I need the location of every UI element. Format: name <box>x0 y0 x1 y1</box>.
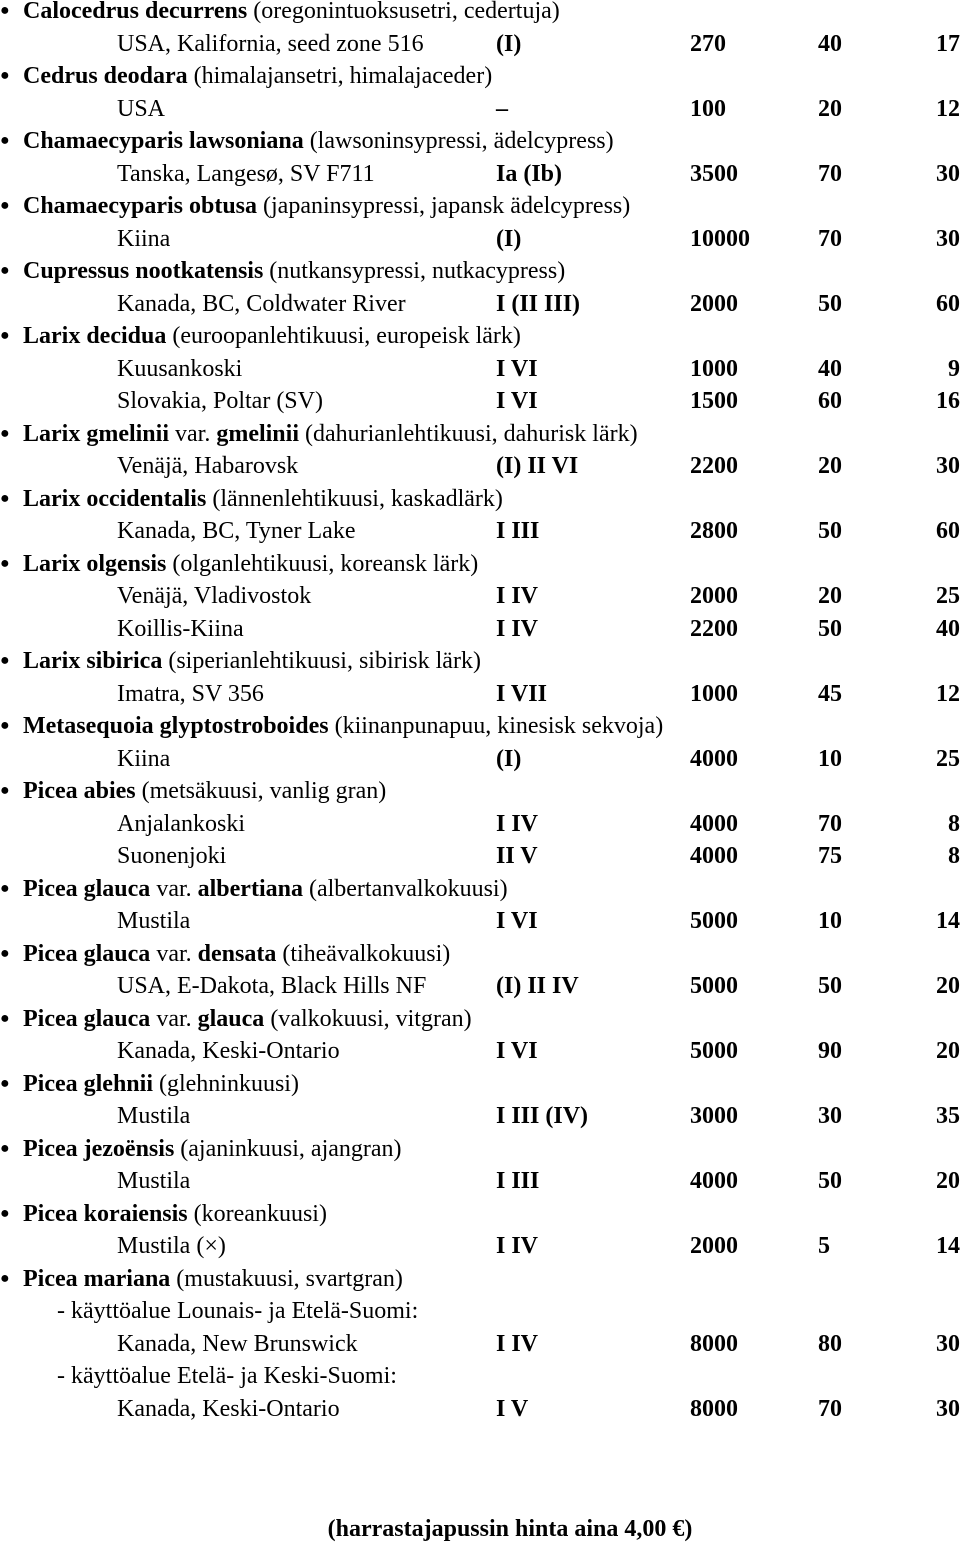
species-common-name: (koreankuusi) <box>187 1200 327 1227</box>
growing-zone: (I) <box>496 30 522 57</box>
value-col-2: 50 <box>818 290 842 317</box>
value-col-3: 12 <box>936 95 960 122</box>
bullet-icon: ● <box>0 2 10 19</box>
value-col-2: 20 <box>818 583 842 609</box>
species-header <box>0 320 960 352</box>
provenance-row <box>0 1035 960 1067</box>
provenance-location: Anjalankoski <box>117 810 245 837</box>
bullet-icon: ● <box>0 1204 10 1222</box>
species-latin-name: Picea glauca <box>23 875 151 902</box>
value-col-1: 3000 <box>690 1103 738 1129</box>
species-latin-name: Larix olgensis <box>23 550 167 577</box>
species-header <box>0 1198 960 1230</box>
value-col-2: 40 <box>818 30 842 57</box>
value-col-3: 30 <box>936 453 960 479</box>
value-col-2: 75 <box>818 843 842 869</box>
provenance-location: Venäjä, Vladivostok <box>117 583 312 609</box>
growing-zone: Ia (Ib) <box>496 160 563 187</box>
value-col-1: 2200 <box>690 453 738 479</box>
provenance-row <box>0 613 960 645</box>
provenance-location: Kuusankoski <box>117 355 243 382</box>
provenance-row <box>0 353 960 385</box>
species-header <box>0 418 960 450</box>
value-col-3: 60 <box>936 290 960 317</box>
value-col-1: 10000 <box>690 225 750 252</box>
provenance-row <box>0 678 960 710</box>
species-common-name: (lawsoninsypressi, ädelcypress) <box>303 128 614 154</box>
value-col-1: 4000 <box>690 810 738 837</box>
species-common-name: (nutkansypressi, nutkacypress) <box>263 258 566 284</box>
value-col-3: 16 <box>936 388 960 414</box>
value-col-2: 45 <box>818 680 842 707</box>
growing-zone: I IV <box>496 1330 539 1357</box>
species-header <box>0 255 960 287</box>
species-latin-name: Picea abies <box>23 778 136 804</box>
provenance-row <box>0 808 960 840</box>
bullet-icon: ● <box>0 554 10 572</box>
value-col-1: 5000 <box>690 973 738 999</box>
provenance-location: Imatra, SV 356 <box>117 680 264 707</box>
provenance-row <box>0 743 960 775</box>
species-name <box>23 125 614 157</box>
species-latin-name: Cupressus nootkatensis <box>23 258 264 284</box>
species-latin-name: Calocedrus decurrens <box>23 0 248 24</box>
provenance-row <box>0 450 960 482</box>
value-col-2: 70 <box>818 160 842 187</box>
growing-zone: I III <box>496 518 540 544</box>
provenance-location: Mustila <box>117 1103 191 1129</box>
value-col-2: 50 <box>818 615 842 642</box>
bullet-icon: ● <box>0 489 10 507</box>
species-header <box>0 1003 960 1035</box>
species-name <box>23 1263 403 1295</box>
value-col-1: 3500 <box>690 160 738 187</box>
value-col-3: 14 <box>936 908 960 934</box>
bullet-icon: ● <box>0 879 10 897</box>
species-common-name: (valkokuusi, vitgran) <box>264 1005 472 1032</box>
species-name <box>23 60 492 92</box>
species-var-name: glauca <box>197 1005 265 1032</box>
species-name <box>23 1133 402 1165</box>
growing-zone: I VI <box>496 1038 538 1064</box>
provenance-row <box>0 970 960 1002</box>
species-header <box>0 125 960 157</box>
value-col-2: 80 <box>818 1330 842 1357</box>
value-col-3: 20 <box>936 973 960 999</box>
species-common-name: (tiheävalkokuusi) <box>276 940 451 967</box>
growing-zone: I VII <box>496 680 547 707</box>
species-latin-name: Picea mariana <box>23 1265 171 1292</box>
value-col-1: 2000 <box>690 1233 738 1259</box>
value-col-1: 5000 <box>690 1038 738 1064</box>
species-common-name: (albertanvalkokuusi) <box>302 875 508 902</box>
value-col-3: 20 <box>936 1168 960 1194</box>
species-name <box>23 873 508 905</box>
growing-zone: I V <box>496 1395 529 1422</box>
bullet-icon: ● <box>0 717 10 734</box>
value-col-2: 50 <box>818 518 842 544</box>
growing-zone: I IV <box>496 1233 539 1259</box>
provenance-location: Kanada, Keski-Ontario <box>117 1395 340 1422</box>
species-common-name: (dahurianlehtikuusi, dahurisk lärk) <box>299 420 638 447</box>
species-name <box>23 775 386 807</box>
value-col-3: 30 <box>936 1395 960 1422</box>
species-common-name: (olganlehtikuusi, koreansk lärk) <box>166 550 479 577</box>
species-name <box>23 1003 472 1035</box>
species-name <box>23 418 638 450</box>
bullet-icon: ● <box>0 132 10 149</box>
value-col-1: 270 <box>690 30 726 57</box>
species-common-name: (kiinanpunapuu, kinesisk sekvoja) <box>328 713 664 739</box>
growing-zone: I VI <box>496 908 538 934</box>
provenance-row <box>0 1230 960 1262</box>
provenance-row <box>0 580 960 612</box>
value-col-3: 8 <box>948 810 960 837</box>
provenance-row <box>0 840 960 872</box>
species-name <box>23 255 565 287</box>
value-col-2: 50 <box>818 1168 842 1194</box>
provenance-row <box>0 223 960 255</box>
provenance-location: Kiina <box>117 745 171 772</box>
species-common-name: (euroopanlehtikuusi, europeisk lärk) <box>166 323 521 349</box>
value-col-1: 8000 <box>690 1330 738 1357</box>
species-name <box>23 645 481 677</box>
provenance-location: Koillis-Kiina <box>117 615 244 642</box>
provenance-location: Kanada, New Brunswick <box>117 1330 358 1357</box>
species-common-name: (himalajansetri, himalajaceder) <box>187 63 493 89</box>
species-var-name: gmelinii <box>216 420 299 447</box>
value-col-3: 8 <box>948 843 960 869</box>
growing-zone: I (II III) <box>496 290 581 317</box>
species-common-name: (ajaninkuusi, ajangran) <box>174 1135 402 1162</box>
value-col-1: 4000 <box>690 1168 738 1194</box>
provenance-row <box>0 1393 960 1425</box>
growing-zone: I VI <box>496 388 538 414</box>
bullet-icon: ● <box>0 262 10 279</box>
species-header <box>0 190 960 222</box>
bullet-icon: ● <box>0 1139 10 1157</box>
species-var-label: var. <box>150 1005 198 1032</box>
value-col-2: 5 <box>818 1233 830 1259</box>
growing-zone: – <box>496 95 508 122</box>
bullet-icon: ● <box>0 1009 10 1027</box>
usage-area-text: - käyttöalue Etelä- ja Keski-Suomi: <box>57 1363 397 1389</box>
value-col-2: 60 <box>818 388 842 414</box>
value-col-1: 1500 <box>690 388 738 414</box>
provenance-row <box>0 158 960 190</box>
value-col-3: 30 <box>936 1330 960 1357</box>
species-latin-name: Picea jezoënsis <box>23 1135 175 1162</box>
species-latin-name: Picea glehnii <box>23 1070 153 1097</box>
provenance-location: Kiina <box>117 225 171 252</box>
provenance-row <box>0 515 960 547</box>
value-col-1: 5000 <box>690 908 738 934</box>
provenance-location: Mustila <box>117 1168 191 1194</box>
species-header <box>0 0 960 27</box>
species-name <box>23 0 560 27</box>
provenance-row <box>0 288 960 320</box>
bullet-icon: ● <box>0 782 10 799</box>
provenance-location: Kanada, Keski-Ontario <box>117 1038 340 1064</box>
usage-area-note <box>0 1360 960 1392</box>
species-name <box>23 1068 299 1100</box>
usage-area-note <box>0 1295 960 1327</box>
value-col-3: 60 <box>936 518 960 544</box>
growing-zone: I IV <box>496 810 539 837</box>
provenance-location: USA, Kalifornia, seed zone 516 <box>117 30 424 57</box>
bullet-icon: ● <box>0 327 10 344</box>
value-col-2: 90 <box>818 1038 842 1064</box>
growing-zone: I III <box>496 1168 540 1194</box>
value-col-1: 100 <box>690 95 726 122</box>
species-latin-name: Larix decidua <box>23 323 167 349</box>
species-header <box>0 1133 960 1165</box>
value-col-3: 25 <box>936 583 960 609</box>
value-col-2: 10 <box>818 908 842 934</box>
species-latin-name: Picea glauca <box>23 1005 151 1032</box>
growing-zone: (I) II IV <box>496 973 579 999</box>
growing-zone: I IV <box>496 615 539 642</box>
provenance-row <box>0 905 960 937</box>
value-col-2: 20 <box>818 453 842 479</box>
value-col-1: 2000 <box>690 583 738 609</box>
value-col-1: 2200 <box>690 615 738 642</box>
bullet-icon: ● <box>0 1074 10 1092</box>
value-col-3: 40 <box>936 615 960 642</box>
value-col-1: 1000 <box>690 355 738 382</box>
value-col-2: 10 <box>818 745 842 772</box>
value-col-3: 17 <box>936 30 960 57</box>
species-name <box>23 483 503 515</box>
species-common-name: (siperianlehtikuusi, sibirisk lärk) <box>162 648 481 674</box>
provenance-location: Venäjä, Habarovsk <box>117 453 299 479</box>
value-col-3: 14 <box>936 1233 960 1259</box>
species-latin-name: Metasequoia glyptostroboides <box>23 713 329 739</box>
provenance-row <box>0 1328 960 1360</box>
bullet-icon: ● <box>0 944 10 962</box>
provenance-location: Suonenjoki <box>117 843 227 869</box>
species-header <box>0 645 960 677</box>
value-col-3: 9 <box>948 355 960 382</box>
value-col-1: 4000 <box>690 843 738 869</box>
growing-zone: (I) <box>496 225 522 252</box>
growing-zone: I III (IV) <box>496 1103 589 1129</box>
provenance-row <box>0 385 960 417</box>
provenance-location: Mustila <box>117 908 191 934</box>
species-latin-name: Chamaecyparis lawsoniana <box>23 128 304 154</box>
value-col-3: 30 <box>936 225 960 252</box>
provenance-location: Slovakia, Poltar (SV) <box>117 388 323 414</box>
value-col-3: 35 <box>936 1103 960 1129</box>
value-col-3: 25 <box>936 745 960 772</box>
value-col-2: 50 <box>818 973 842 999</box>
species-var-name: albertiana <box>197 875 303 902</box>
value-col-2: 20 <box>818 95 842 122</box>
species-header <box>0 1068 960 1100</box>
growing-zone: I IV <box>496 583 539 609</box>
species-latin-name: Larix gmelinii <box>23 420 169 447</box>
species-name <box>23 548 478 580</box>
species-common-name: (glehninkuusi) <box>152 1070 299 1097</box>
species-latin-name: Chamaecyparis obtusa <box>23 193 258 219</box>
growing-zone: II V <box>496 843 538 869</box>
provenance-location: Kanada, BC, Tyner Lake <box>117 518 356 544</box>
growing-zone: I VI <box>496 355 538 382</box>
species-header <box>0 548 960 580</box>
bullet-icon: ● <box>0 67 10 84</box>
growing-zone: (I) II VI <box>496 453 579 479</box>
species-name <box>23 710 663 742</box>
value-col-3: 12 <box>936 680 960 707</box>
species-header <box>0 710 960 742</box>
value-col-1: 2000 <box>690 290 738 317</box>
species-name <box>23 938 450 970</box>
provenance-location: Tanska, Langesø, SV F711 <box>117 160 375 187</box>
species-common-name: (oregonintuoksusetri, cedertuja) <box>247 0 560 24</box>
value-col-1: 2800 <box>690 518 738 544</box>
bullet-icon: ● <box>0 424 10 442</box>
species-common-name: (japaninsypressi, japansk ädelcypress) <box>257 193 631 219</box>
species-latin-name: Cedrus deodara <box>23 63 188 89</box>
species-var-label: var. <box>169 420 217 447</box>
provenance-row <box>0 93 960 125</box>
value-col-2: 40 <box>818 355 842 382</box>
species-latin-name: Picea glauca <box>23 940 151 967</box>
species-var-label: var. <box>150 940 198 967</box>
species-latin-name: Larix sibirica <box>23 648 163 674</box>
species-header <box>0 60 960 92</box>
species-latin-name: Picea koraiensis <box>23 1200 188 1227</box>
value-col-2: 30 <box>818 1103 842 1129</box>
provenance-location: USA, E-Dakota, Black Hills NF <box>117 973 427 999</box>
species-header <box>0 938 960 970</box>
species-name <box>23 190 630 222</box>
value-col-1: 8000 <box>690 1395 738 1422</box>
value-col-3: 30 <box>936 160 960 187</box>
species-header <box>0 873 960 905</box>
bullet-icon: ● <box>0 1269 10 1287</box>
value-col-2: 70 <box>818 1395 842 1422</box>
provenance-row <box>0 1100 960 1132</box>
species-var-name: densata <box>197 940 277 967</box>
species-name <box>23 1198 327 1230</box>
value-col-3: 20 <box>936 1038 960 1064</box>
species-common-name: (mustakuusi, svartgran) <box>170 1265 403 1292</box>
provenance-location: USA <box>117 95 166 122</box>
species-common-name: (metsäkuusi, vanlig gran) <box>135 778 387 804</box>
bullet-icon: ● <box>0 197 10 214</box>
provenance-location: Mustila (×) <box>117 1233 226 1259</box>
species-latin-name: Larix occidentalis <box>23 485 207 512</box>
species-name <box>23 320 521 352</box>
provenance-row <box>0 1165 960 1197</box>
provenance-row <box>0 28 960 60</box>
price-footer-note: (harrastajapussin hinta aina 4,00 €) <box>327 1516 693 1542</box>
species-header <box>0 483 960 515</box>
growing-zone: (I) <box>496 745 522 772</box>
species-var-label: var. <box>150 875 198 902</box>
value-col-2: 70 <box>818 225 842 252</box>
bullet-icon: ● <box>0 652 10 669</box>
species-header <box>0 1263 960 1295</box>
value-col-2: 70 <box>818 810 842 837</box>
value-col-1: 4000 <box>690 745 738 772</box>
value-col-1: 1000 <box>690 680 738 707</box>
species-header <box>0 775 960 807</box>
usage-area-text: - käyttöalue Lounais- ja Etelä-Suomi: <box>57 1298 419 1324</box>
provenance-location: Kanada, BC, Coldwater River <box>117 290 406 317</box>
species-common-name: (lännenlehtikuusi, kaskadlärk) <box>206 485 503 512</box>
